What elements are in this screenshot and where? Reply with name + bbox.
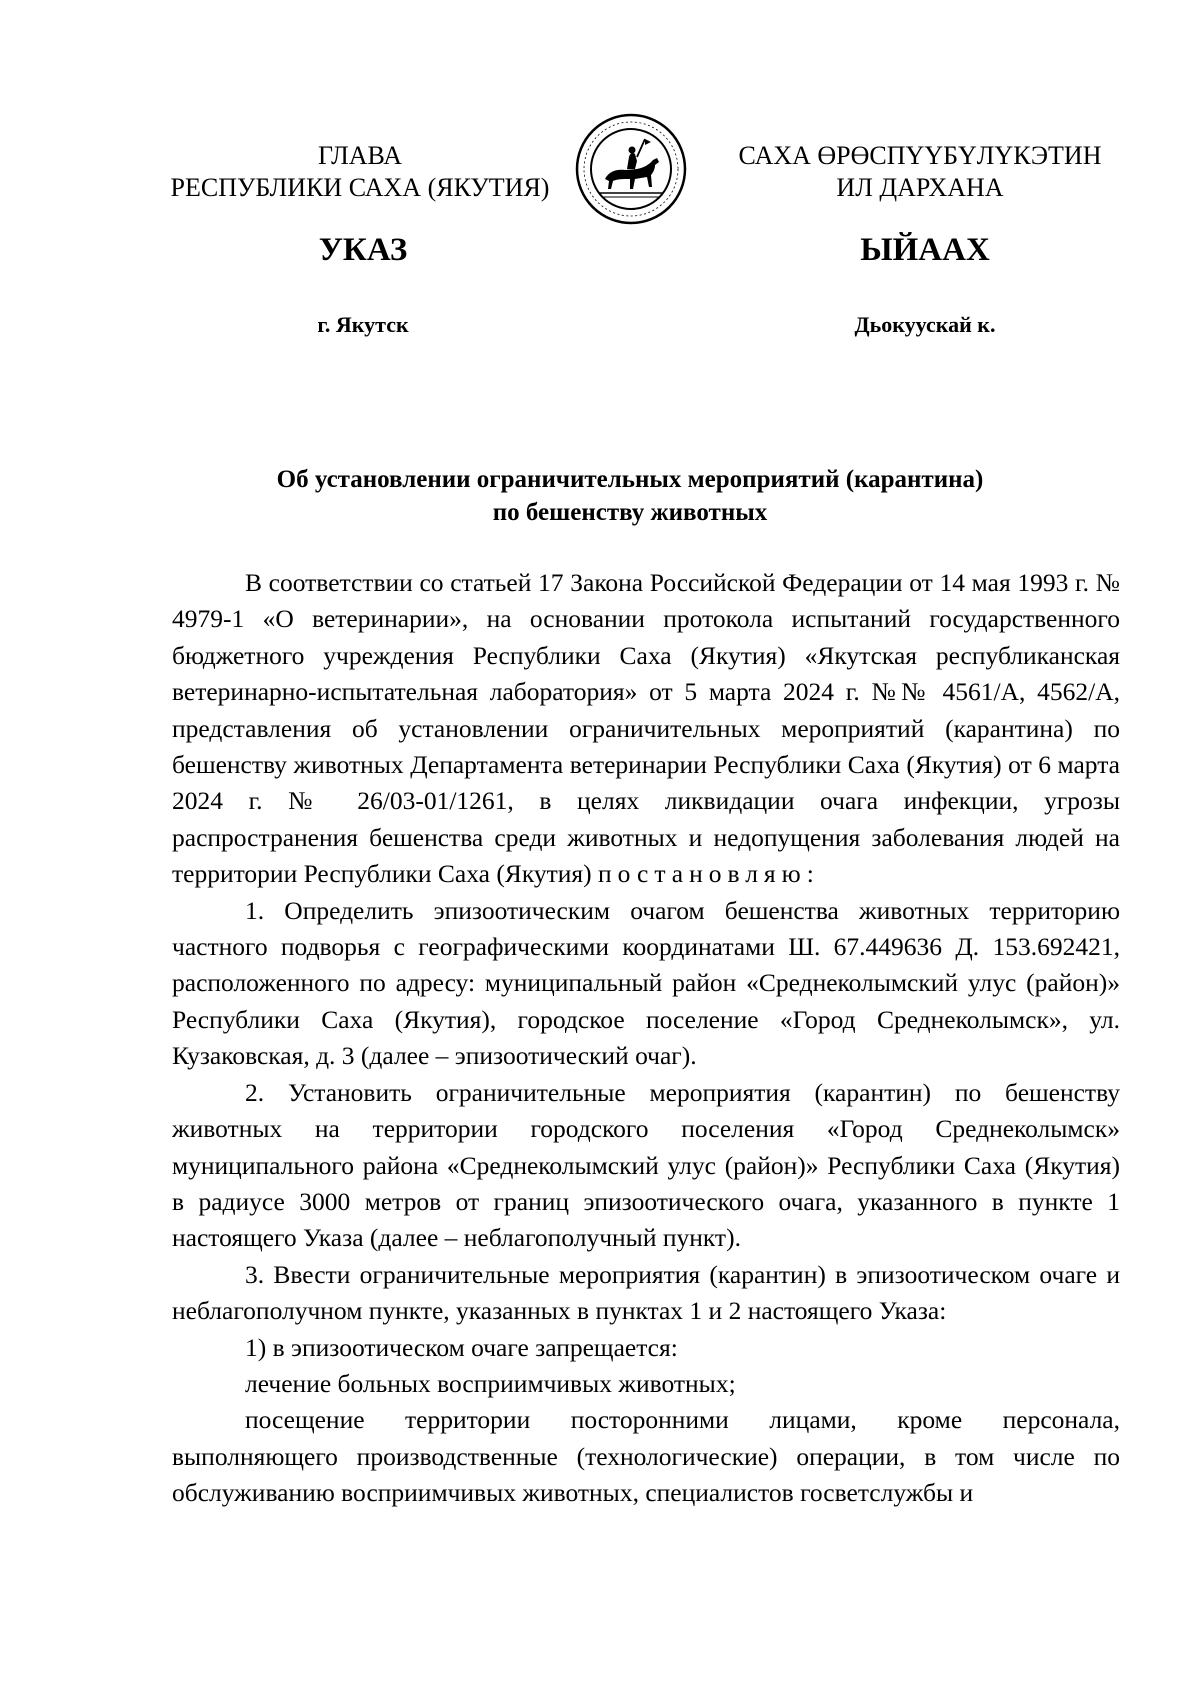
item-3-1a-paragraph: лечение больных восприимчивых животных;	[245, 1368, 736, 1398]
header-left-line2: РЕСПУБЛИКИ САХА (ЯКУТИЯ)	[170, 173, 550, 202]
city-ru: г. Якутск	[317, 312, 409, 337]
header-right-line2: ИЛ ДАРХАНА	[836, 173, 1004, 202]
header-right	[720, 140, 1120, 204]
document-body	[172, 565, 1120, 1512]
preamble-paragraph	[172, 565, 1120, 893]
item-3-1b-paragraph: посещение территории посторонними лицами, кроме персонала, выполняющего производственные (технологические) операции, в том числе по обслуживанию восприимчивых животных, специалистов госветслужбы и	[172, 1405, 1120, 1508]
document-title-line2: по бешенству животных	[492, 499, 768, 526]
item-3-paragraph: 3. Ввести ограничительные мероприятия (карантин) в эпизоотическом очаге и неблагополучном пункте, указанных в пунктах 1 и 2 настоящего Указа:	[172, 1259, 1120, 1326]
preamble-text: В соответствии со статьей 17 Закона Российской Федерации от 14 мая 1993 г. № 4979-1 «О ветеринарии», на основании протокола испытаний государственного бюджетного учреждения Республики Саха (Якутия) «Якутская республиканская ветеринарно-испытательная лаборатория» от 5 марта 2024 г. №№ 4561/А, 4562/А, представления об установлении ограничительных мероприятий (карантина) по бешенству животных Департамента ветеринарии Республики Саха (Якутия) от 6 марта 2024 г. № 26/03-01/1261, в целях ликвидации очага инфекции, угрозы распространения бешенства среди животных и недопущения заболевания людей на территории Республики Саха (Якутия)	[172, 568, 1120, 889]
decree-title-sakha: ЫЙААХ	[860, 232, 990, 268]
item-2-paragraph: 2. Установить ограничительные мероприятия (карантин) по бешенству животных на территории городского поселения «Город Среднеколымск» муниципального района «Среднеколымский улус (район)» Республики Саха (Якутия) в радиусе 3000 метров от границ эпизоотического очага, указанного в пункте 1 настоящего Указа (далее – неблагополучный пункт).	[172, 1077, 1120, 1253]
header-left	[160, 140, 560, 204]
item-1-paragraph: 1. Определить эпизоотическим очагом бешенства животных территорию частного подворья с географическими координатами Ш. 67.449636 Д. 153.692421, расположенного по адресу: муниципальный район «Среднеколымский улус (район)» Республики Саха (Якутия), городское поселение «Город Среднеколымск», ул. Кузаковская, д. 3 (далее – эпизоотический очаг).	[172, 895, 1120, 1071]
coat-of-arms-emblem-icon	[575, 113, 687, 225]
resolve-word: постановляю:	[597, 859, 820, 889]
header-left-line1: ГЛАВА	[318, 141, 402, 170]
document-title-line1: Об установлении ограничительных мероприятий (карантина)	[276, 466, 984, 493]
city-sakha: Дьокуускай к.	[854, 312, 996, 337]
item-3-1-paragraph: 1) в эпизоотическом очаге запрещается:	[245, 1332, 678, 1362]
decree-title-ru: УКАЗ	[318, 232, 408, 268]
header-right-line1: САХА ӨРӨСПҮҮБҮЛҮКЭТИН	[738, 141, 1102, 170]
document-title	[170, 463, 1090, 529]
